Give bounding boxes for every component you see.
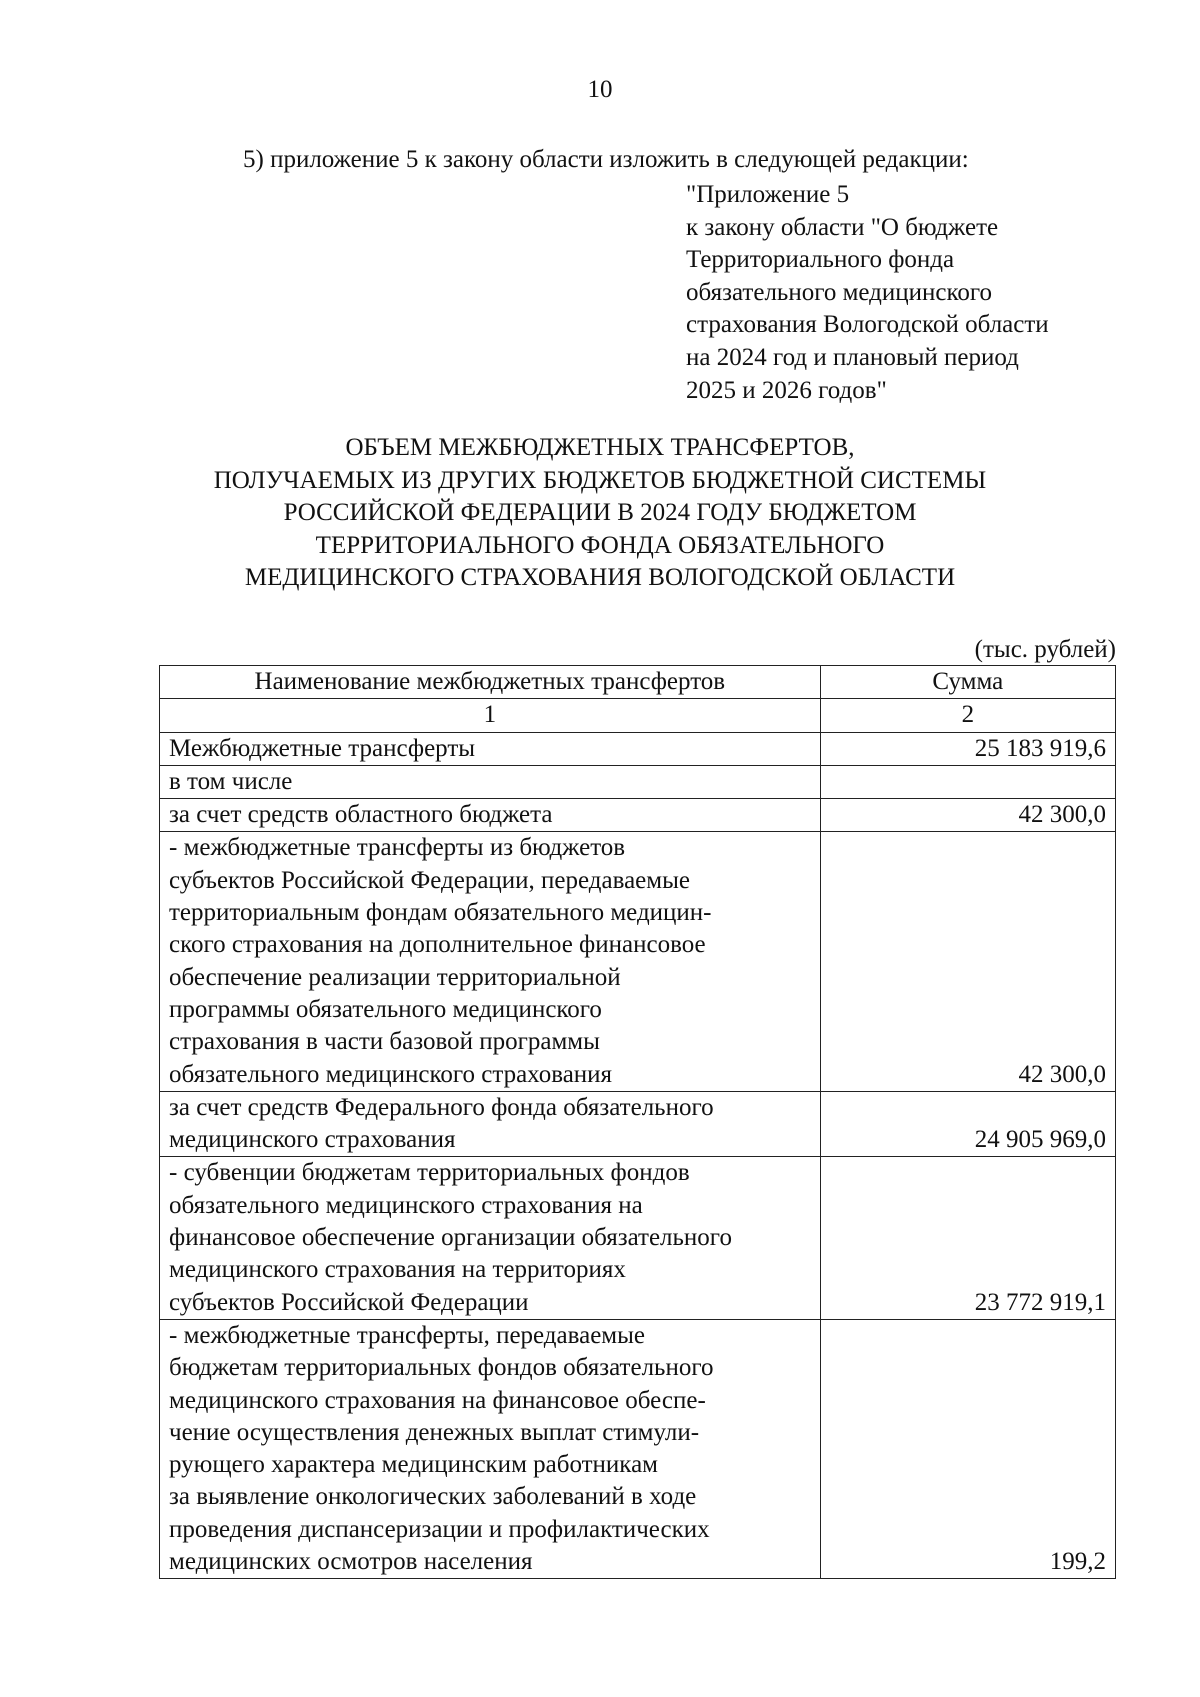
- row-name-line: бюджетам территориальных фондов обязательного: [169, 1354, 714, 1382]
- row-name-line: страхования в части базовой программы: [169, 1028, 600, 1056]
- page-number: 10: [587, 76, 613, 103]
- row-name-line: территориальным фондам обязательного медицин-: [169, 899, 712, 927]
- row-name-line: медицинского страхования на территориях: [169, 1256, 626, 1284]
- appendix-reference: [686, 179, 1049, 407]
- row-name: [160, 765, 821, 798]
- appendix-line: 2025 и 2026 годов": [686, 376, 887, 404]
- row-amount: 42 300,0: [820, 799, 1115, 832]
- row-name-line: обязательного медицинского страхования на: [169, 1191, 643, 1219]
- row-name-line: ского страхования на дополнительное финансовое: [169, 931, 706, 959]
- row-amount: 42 300,0: [820, 832, 1115, 1091]
- row-name-line: в том числе: [169, 767, 293, 795]
- title-line: ПОЛУЧАЕМЫХ ИЗ ДРУГИХ БЮДЖЕТОВ БЮДЖЕТНОЙ СИСТЕМЫ: [213, 466, 987, 494]
- appendix-line: Территориального фонда: [686, 246, 955, 274]
- row-name-line: - субвенции бюджетам территориальных фондов: [169, 1159, 690, 1187]
- row-name-line: субъектов Российской Федерации: [169, 1288, 529, 1316]
- row-name-line: рующего характера медицинским работникам: [169, 1451, 658, 1479]
- table-row: [160, 832, 1116, 1091]
- units-label: (тыс. рублей): [974, 636, 1116, 663]
- row-amount: 24 905 969,0: [820, 1091, 1115, 1157]
- header-sum: Сумма: [820, 666, 1115, 699]
- column-number: 2: [820, 699, 1115, 732]
- row-name: [160, 1091, 821, 1157]
- row-name-line: Межбюджетные трансферты: [169, 734, 476, 762]
- table-row: [160, 1157, 1116, 1319]
- table-row: [160, 1091, 1116, 1157]
- row-name-line: - межбюджетные трансферты из бюджетов: [169, 834, 626, 862]
- row-name-line: субъектов Российской Федерации, передаваемые: [169, 866, 690, 894]
- row-name: [160, 1319, 821, 1578]
- row-name-line: финансовое обеспечение организации обязательного: [169, 1224, 732, 1252]
- row-amount: [820, 765, 1115, 798]
- transfers-table: [159, 665, 1116, 1579]
- row-name-line: медицинского страхования: [169, 1126, 456, 1154]
- table-row: [160, 1319, 1116, 1578]
- document-title: [0, 432, 1200, 595]
- table-header-row: [160, 666, 1116, 699]
- row-name-line: за счет средств областного бюджета: [169, 801, 553, 829]
- row-name-line: программы обязательного медицинского: [169, 995, 602, 1023]
- title-line: ОБЪЕМ МЕЖБЮДЖЕТНЫХ ТРАНСФЕРТОВ,: [345, 434, 855, 461]
- title-line: ТЕРРИТОРИАЛЬНОГО ФОНДА ОБЯЗАТЕЛЬНОГО: [315, 531, 885, 559]
- row-amount: 199,2: [820, 1319, 1115, 1578]
- row-name-line: за выявление онкологических заболеваний в ходе: [169, 1483, 697, 1511]
- row-name-line: чение осуществления денежных выплат стимули-: [169, 1418, 700, 1446]
- table-row-total: [160, 732, 1116, 765]
- row-name-line: обеспечение реализации территориальной: [169, 963, 621, 991]
- table-row: [160, 765, 1116, 798]
- row-name: [160, 1157, 821, 1319]
- row-name-line: обязательного медицинского страхования: [169, 1060, 613, 1088]
- appendix-line: страхования Вологодской области: [686, 311, 1049, 339]
- row-name-line: - межбюджетные трансферты, передаваемые: [169, 1321, 646, 1349]
- row-amount: 23 772 919,1: [820, 1157, 1115, 1319]
- row-name-line: медицинского страхования на финансовое обеспе-: [169, 1386, 706, 1414]
- row-name: [160, 799, 821, 832]
- row-name-line: медицинских осмотров населения: [169, 1548, 533, 1576]
- appendix-line: к закону области "О бюджете: [686, 213, 999, 241]
- row-name-line: проведения диспансеризации и профилактических: [169, 1515, 710, 1543]
- row-name-line: за счет средств Федерального фонда обязательного: [169, 1093, 714, 1121]
- table-row: [160, 799, 1116, 832]
- row-name: [160, 832, 821, 1091]
- column-number: 1: [160, 699, 821, 732]
- appendix-line: обязательного медицинского: [686, 278, 993, 306]
- appendix-line: на 2024 год и плановый период: [686, 343, 1019, 371]
- row-amount: 25 183 919,6: [820, 732, 1115, 765]
- column-number-row: [160, 699, 1116, 732]
- appendix-line: "Приложение 5: [686, 181, 850, 208]
- intro-text: 5) приложение 5 к закону области изложить в следующей редакции:: [243, 146, 969, 173]
- title-line: МЕДИЦИНСКОГО СТРАХОВАНИЯ ВОЛОГОДСКОЙ ОБЛАСТИ: [244, 564, 956, 591]
- header-name: Наименование межбюджетных трансфертов: [160, 666, 821, 699]
- row-name: [160, 732, 821, 765]
- title-line: РОССИЙСКОЙ ФЕДЕРАЦИИ В 2024 ГОДУ БЮДЖЕТОМ: [283, 499, 917, 526]
